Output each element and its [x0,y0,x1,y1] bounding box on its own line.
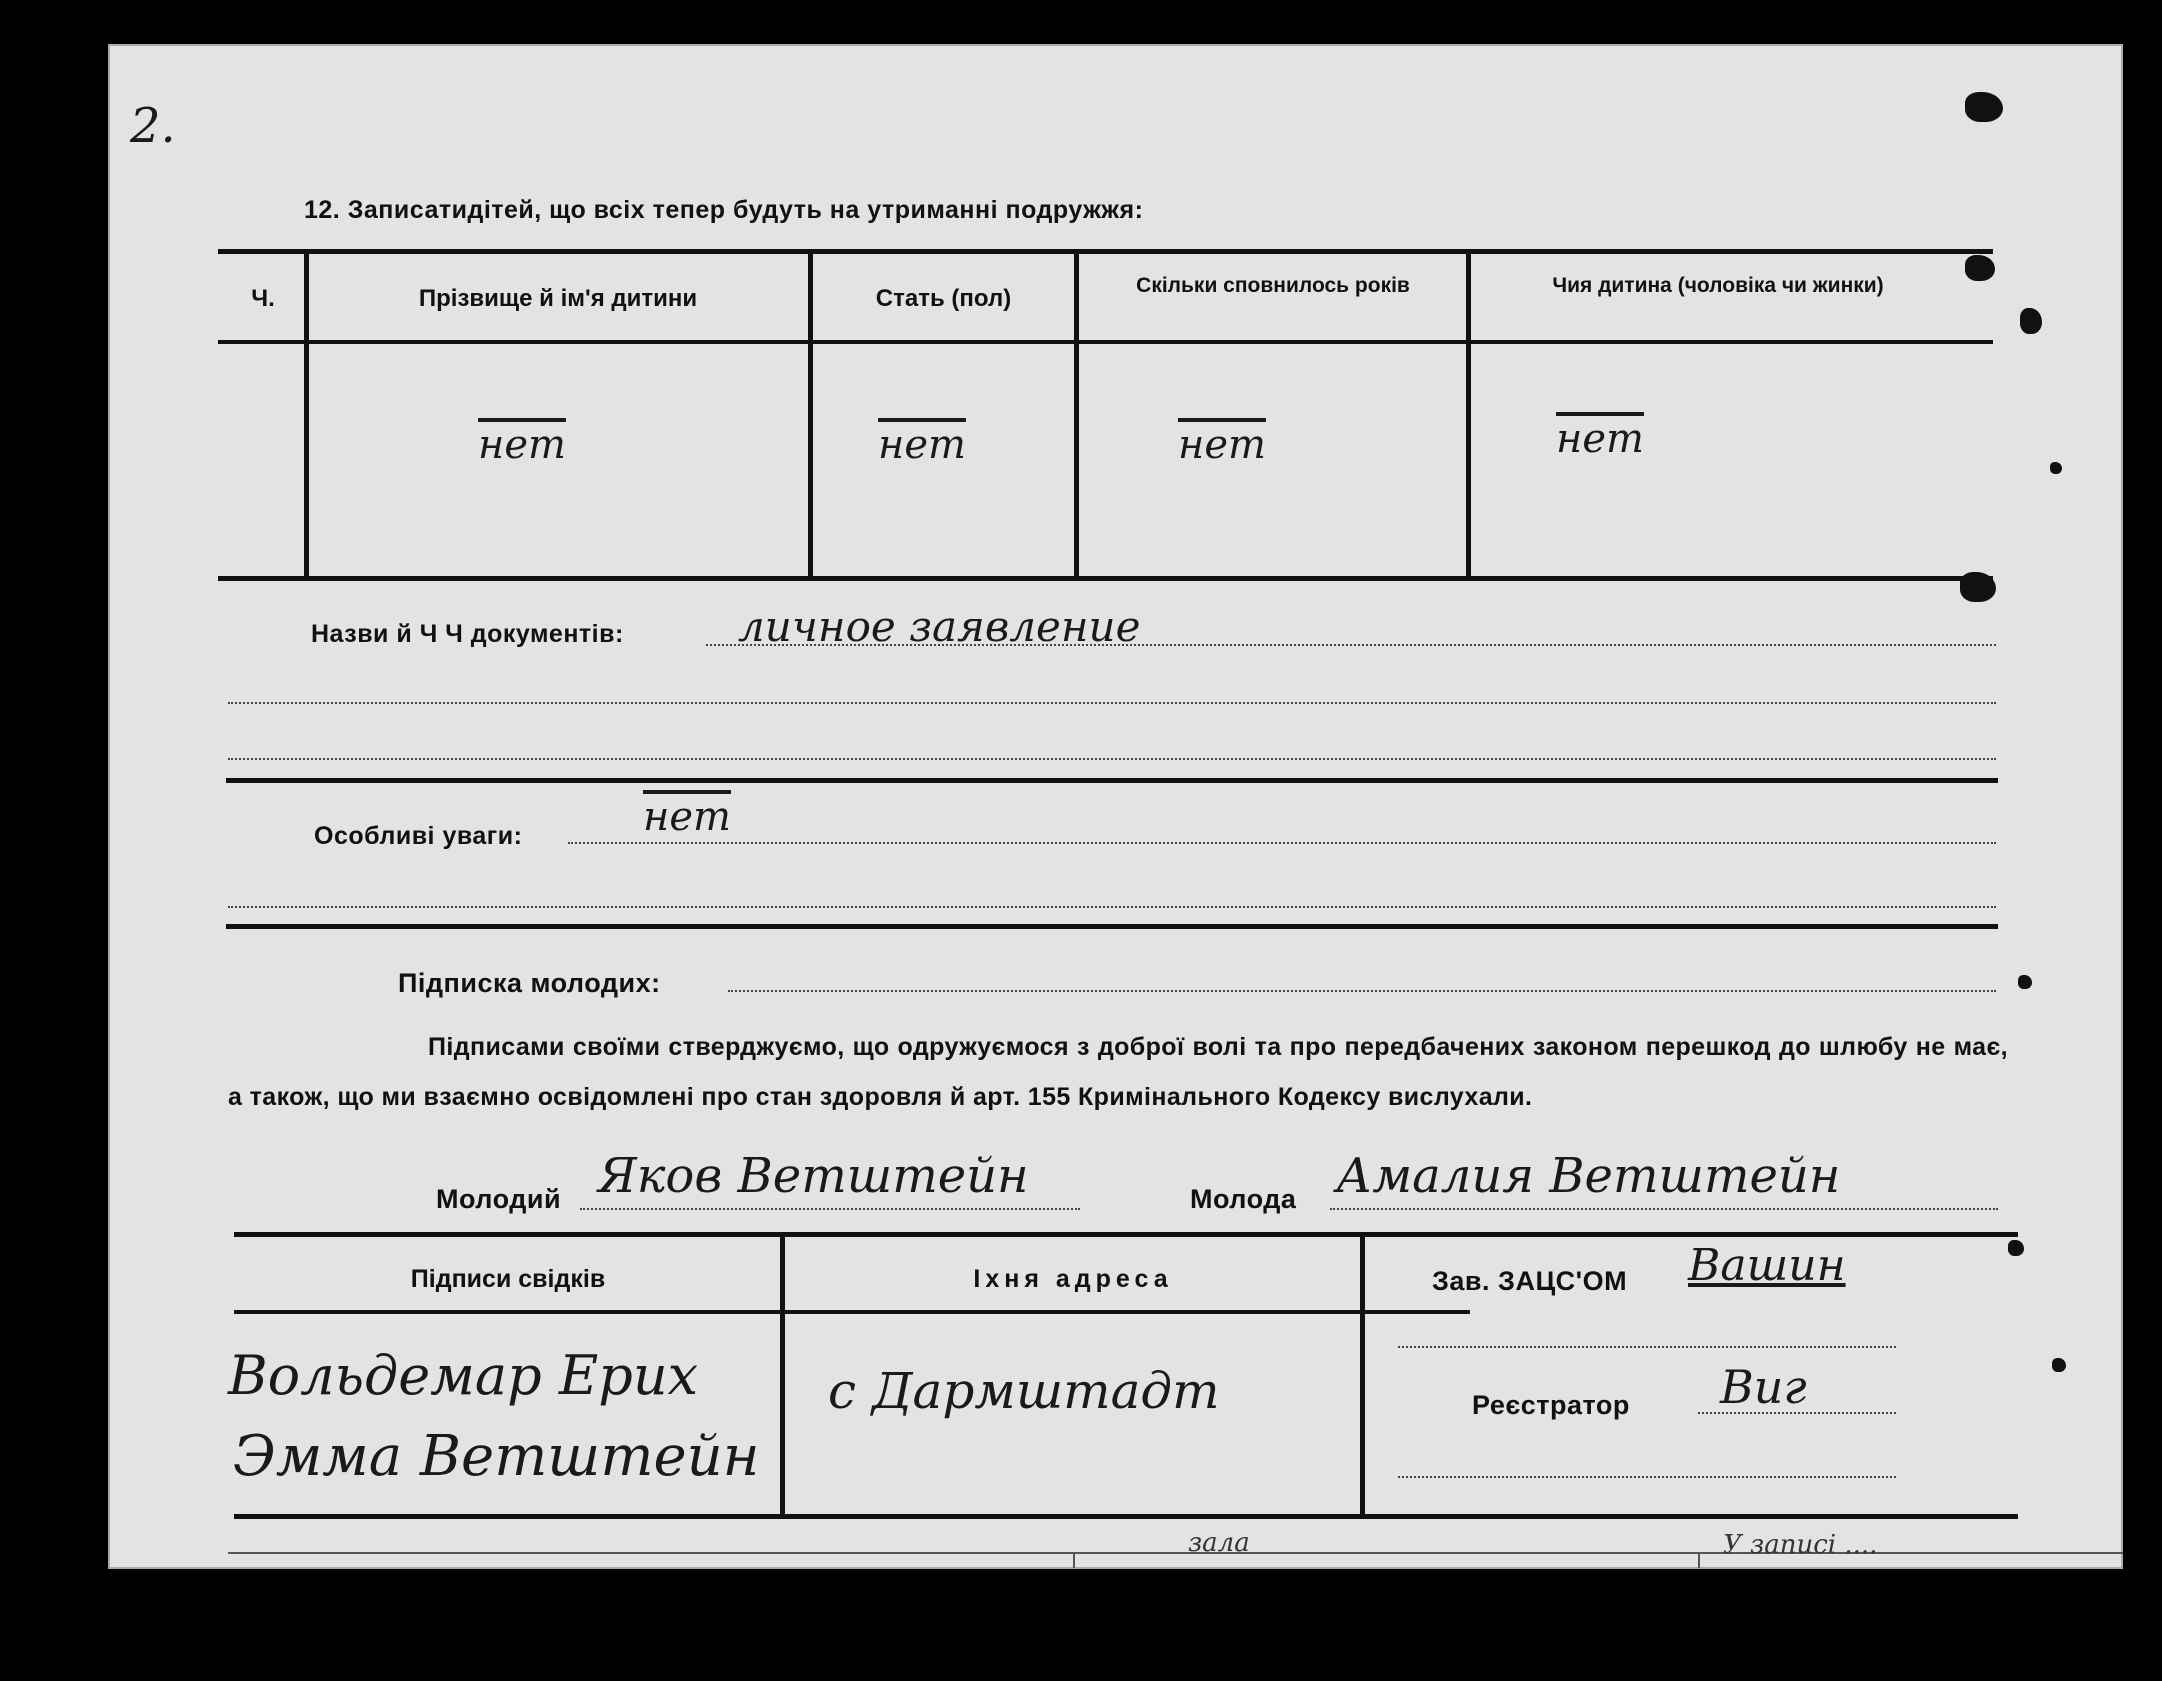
notes-line-2 [228,906,1996,908]
groom-label: Молодий [436,1184,562,1214]
notes-label: Особливі уваги: [314,822,523,850]
registrar-signature: Виг [1720,1360,1807,1414]
documents-value: личное заявление [738,602,1141,651]
documents-line-2 [228,702,1996,704]
documents-line-3 [228,758,1996,760]
bride-signature: Амалия Ветштейн [1336,1148,1841,1204]
witness-signatures-header: Підписи свідків [410,1265,606,1293]
binding-mark [1960,572,1996,602]
child-whose-value: нет [1556,416,1644,462]
binding-hole [2052,1358,2066,1372]
head-office-line [1398,1346,1896,1348]
head-office-signature: Вашин [1688,1240,1846,1291]
registrar-label: Реєстратор [1472,1390,1630,1420]
child-name-value: нет [478,422,566,468]
page-mark: 2. [130,98,176,154]
binding-hole [2018,975,2032,989]
witness-col-divider [1360,1234,1365,1518]
binding-mark [1965,255,1995,281]
col-number-header: Ч. [251,285,275,312]
underlying-fragment-left: зала [1188,1528,1250,1558]
notes-rule [226,924,1998,929]
col-age-header: Скільки сповнилось років [1136,274,1410,297]
table12-header-rule [218,340,1993,344]
underlying-divider [1698,1552,1700,1568]
binding-mark [1965,92,2003,122]
witness-address-header: Іхня адреса [973,1265,1173,1293]
table12-col-divider [808,249,813,579]
binding-hole [2050,462,2062,474]
table12-bottom-rule [218,576,1993,581]
col-gender-header: Стать (пол) [875,285,1012,312]
witness-top-rule [234,1232,2018,1237]
groom-line [580,1208,1080,1210]
subscription-title: Підписка молодих: [398,968,661,998]
record-sheet [108,44,2123,1569]
witness-address-value: с Дармштадт [828,1362,1220,1420]
table12-col-divider [304,249,309,579]
head-office-label: Зав. ЗАЦС'ОМ [1432,1266,1628,1296]
col-whose-child-header: Чия дитина (чоловіка чи жинки) [1552,274,1884,297]
table12-top-rule [218,249,1993,254]
table12-col-divider [1466,249,1471,579]
registrar-line-2 [1398,1476,1896,1478]
table12-col-divider [1074,249,1079,579]
witness-bottom-rule [234,1514,2018,1519]
notes-line [568,842,1996,844]
section12-title: 12. Записатидітей, що всіх тепер будуть на утриманні подружжя: [304,196,1144,224]
witness-signature-2: Эмма Ветштейн [233,1424,760,1489]
subscription-body: Підписами своїми стверджуємо, що одружуємося з доброї волі та про передбачених законом перешкод до шлюбу не має, а також, що ми взаємно освідомлені про стан здоровля й арт. 155 Кримінального Кодексу вислухали. [228,1033,2008,1111]
groom-signature: Яков Ветштейн [598,1148,1029,1204]
binding-mark [2020,308,2042,334]
underlying-fragment-right: У записі .... [1723,1530,1878,1560]
bride-label: Молода [1190,1184,1297,1214]
binding-hole [2008,1240,2024,1256]
notes-value: нет [643,794,731,840]
underlying-divider [1073,1552,1075,1568]
child-gender-value: нет [878,422,966,468]
documents-rule [226,778,1998,783]
witness-header-rule [234,1310,1470,1314]
documents-label: Назви й Ч Ч документів: [311,620,624,648]
col-child-name-header: Прізвище й ім'я дитини [418,285,698,312]
bride-line [1330,1208,1998,1210]
witness-signature-1: Вольдемар Ерих [228,1344,699,1407]
child-age-value: нет [1178,422,1266,468]
witness-col-divider [780,1234,785,1518]
subscription-line [728,990,1996,992]
